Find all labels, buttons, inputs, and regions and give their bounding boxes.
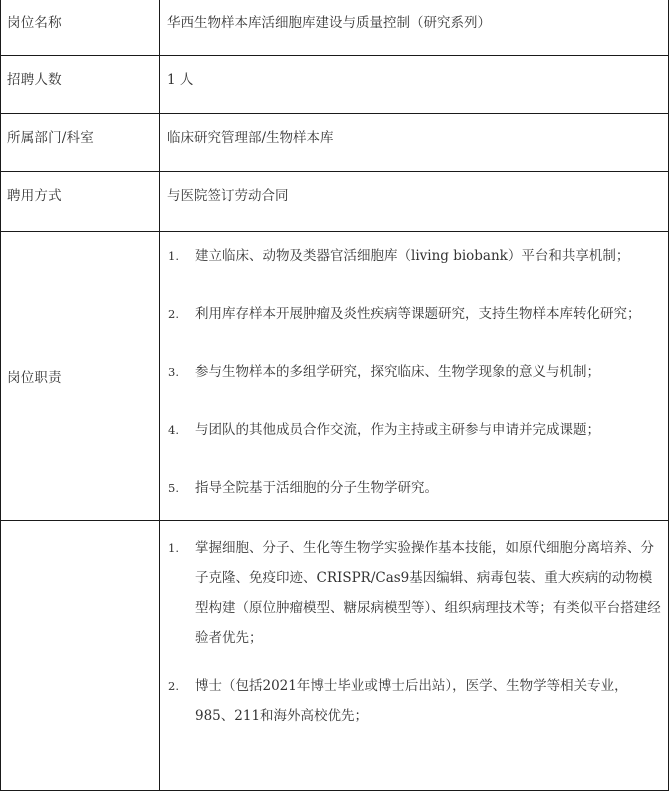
list-item [167,533,668,653]
employment-label: 聘用方式 [1,172,160,232]
list-item-number: 2. [168,307,179,321]
list-item [167,246,668,266]
headcount-value: 1 人 [160,56,669,114]
table-row-position-name [1,0,669,56]
requirements-label [1,521,160,791]
position-name-value: 华西生物样本库活细胞库建设与质量控制（研究系列） [160,0,669,56]
table-row-headcount [1,56,669,114]
position-name-label: 岗位名称 [1,0,160,56]
table-row-employment [1,172,669,232]
list-item-number: 3. [168,365,179,379]
list-item-text: 指导全院基于活细胞的分子生物学研究。 [195,480,438,496]
list-item-number: 1. [168,541,179,555]
table-row-duties [1,232,669,521]
table-row-department [1,114,669,172]
table-row-requirements [1,521,669,791]
list-item-text: 博士（包括2021年博士毕业或博士后出站），医学、生物学等相关专业， 985、211和海外高校优先； [195,678,628,724]
duties-value [160,232,669,521]
list-item [167,362,668,382]
department-label: 所属部门/科室 [1,114,160,172]
list-item-number: 1. [168,249,179,263]
list-item-text: 与团队的其他成员合作交流，作为主持或主研参与申请并完成课题； [195,422,600,438]
list-item [167,304,668,324]
list-item-text: 掌握细胞、分子、生化等生物学实验操作基本技能，如原代细胞分离培养、分子克隆、免疫印迹、CRISPR/Cas9基因编辑、病毒包装、重大疾病的动物模型构建（原位肿瘤模型、糖尿病模型等）、组织病理技术等；有类似平台搭建经验者优先； [195,540,661,646]
list-item [167,671,668,731]
list-item-text: 建立临床、动物及类器官活细胞库（living biobank）平台和共享机制； [195,248,630,264]
duties-list [167,244,668,498]
department-value: 临床研究管理部/生物样本库 [160,114,669,172]
list-item-number: 5. [168,481,179,495]
employment-value: 与医院签订劳动合同 [160,172,669,232]
requirements-list [167,533,668,731]
list-item [167,478,668,498]
duties-label: 岗位职责 [1,232,160,521]
list-item-number: 2. [168,679,179,693]
list-item [167,420,668,440]
headcount-label: 招聘人数 [1,56,160,114]
list-item-text: 参与生物样本的多组学研究，探究临床、生物学现象的意义与机制； [195,364,600,380]
list-item-text: 利用库存样本开展肿瘤及炎性疾病等课题研究，支持生物样本库转化研究； [195,306,641,322]
requirements-value [160,521,669,791]
list-item-number: 4. [168,423,179,437]
